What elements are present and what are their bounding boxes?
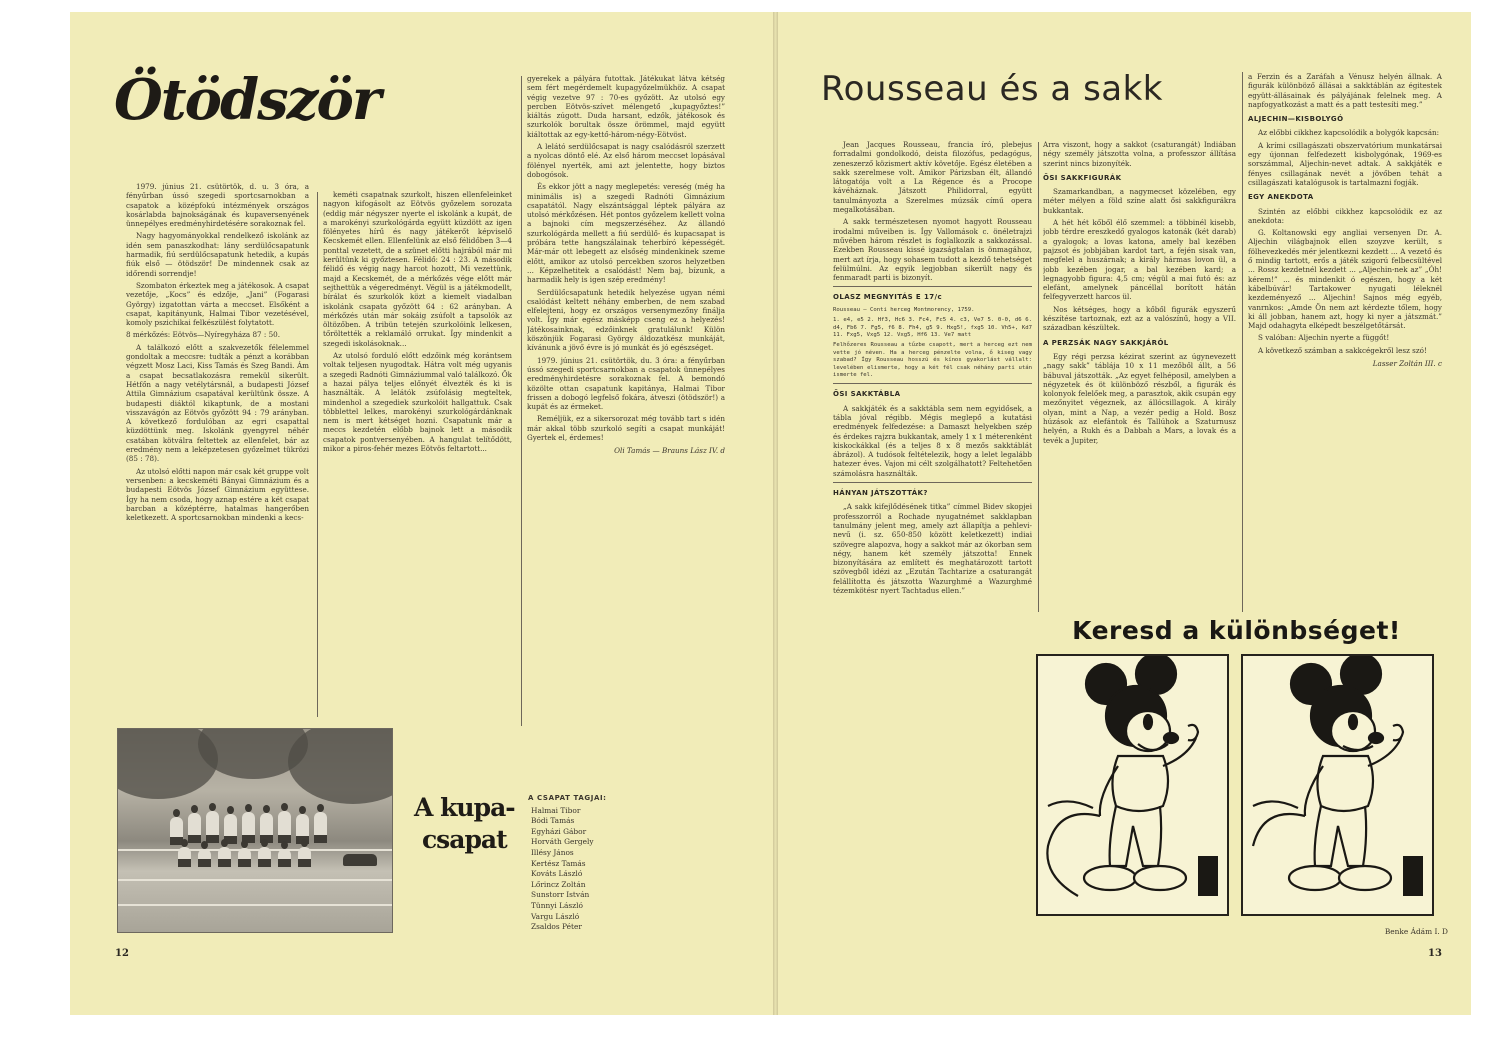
section-rule: [833, 482, 1032, 483]
cartoon-panel-left: [1036, 654, 1229, 916]
paragraph: Serdülőcsapatunk hetedik helyezése ugyan némi csalódást keltett néhány emberben, de nem szabad elfelejteni, hogy ez országos versenymezőny finálja volt. Így már egész másképp cseng ez a helyezés! Játékosainknak, edzőinknek gratulálunk! Külön köszönjük Fogarasi György áldozatkész munkáját, kívánunk a jövő évre is jó munkát és jó egészséget.: [527, 287, 725, 353]
article-column-1: [833, 140, 1032, 950]
roster-heading: A CSAPAT TAGJAI:: [528, 794, 607, 802]
team-photo: [117, 728, 393, 933]
paragraph: Szombaton érkeztek meg a játékosok. A csapat vezetője, „Kocs” és edzője, „Jani” (Fogarasi György) izgatottan várta a meccset. Elsőként a csapat, kapitányunk, Halmai Tibor vezetésével, komoly pszichikai felkészülést folytatott.: [126, 280, 309, 328]
column-rule: [1038, 142, 1039, 612]
roster-name: Illésy János: [531, 847, 574, 857]
section-heading: ALJECHIN—KISBOLYGÓ: [1248, 115, 1344, 124]
roster-name: Sunstorr István: [531, 890, 590, 900]
section-rule: [833, 286, 1032, 287]
paragraph: Nagy hagyományokkal rendelkező iskolánk az idén sem panaszkodhat: lány serdülőcsapatunk harmadik, fiú serdülőcsapatunk hetedik, a kupás fiúk első — ötödször! De mindennek csak az időrendi sorrendje!: [126, 231, 309, 278]
roster-name: Lőrincz Zoltán: [531, 879, 586, 889]
paragraph: Egy régi perzsa kézirat szerint az úgynevezett „nagy sakk” táblája 10 x 11 mezőből állt, a 56 bábuval játszották. „Az egyet felhéposil, amelyben a négyzetek és öt különböző részből, a figurák és kolonyok felelőek meg, a parasztok, akik csupán egy mezőnyitet végeznek, az állócsillagok. A király olyan, mint a Nap, a vezér pedig a Hold. Bosz húzások az elefántok és Tallúhok a Szaturnusz helyén, a Rukh és a Dabbah a Mars, a lovak és a tevék a Jupiter,: [1043, 351, 1236, 445]
paragraph: gyerekek a pályára futottak. Játékukat látva kétség sem fért megérdemelt kupagyőzelmükhöz. A csapat végig vezetve 97 : 70-es győzött. Az utolsó egy percben Eötvös-szívet mélengető „kupagyőztes!” kiáltás zúgott. Duda harsant, edzők, játékosok és szurkolók borultak össze örömmel, majd együtt kiáltottak az egy-kettő-három-négy-Eötvöst.: [527, 74, 725, 139]
roster-name: Horváth Gergely: [531, 837, 594, 847]
paragraph: Az előbbi cikkhez kapcsolódik a bolygók kapcsán:: [1258, 128, 1440, 138]
article-column-1: [126, 182, 309, 722]
team-title-line: csapat: [421, 825, 507, 854]
article-column-2: [323, 190, 512, 722]
column-rule: [317, 192, 318, 717]
paragraph: A sakkjáték és a sakktábla sem nem egyidősek, a tábla jóval régibb. Mégis meglepő a kutatási eredmények felfedezése: a Damaszt helyekben szép és érdekes rajzra bukkantak, amely 1 x 1 méterenként kiskockákkal (és a teljes 8 x 8 mezős sakktáblát ábrázol). A tudósok feltételezik, hogy a lelet legalább hatezer éves. Vajon mi célt szolgálhatott? Feltehetően számolásra használták.: [833, 403, 1032, 478]
paragraph: 1979. június 21. csütörtök, du. 3 óra: a fényűrban ússó szegedi sportcsarnokban a csapatok ünnepélyes eredményhirdetésre sorakoznak fel. A bemondó közölte ottan csapatunk kapitánya, Halmai Tibor frissen a dobogó legfelső fokára, átveszi (ötödször!) a kupát és az érmeket.: [527, 355, 725, 412]
paragraph: Jean Jacques Rousseau, francia író, plebejus forradalmi gondolkodó, deista filozófus, pedagógus, zeneszerző közismert aktív követője. Egész életében a sakk szerelmese volt. Amikor Párizsban élt, állandó látogatója volt a La Régence és a Procope kávéháznak. Játszott Philidorral, együtt tanulmányozta a Szerelmes múzsák című opera megalkotásában.: [833, 140, 1032, 215]
paragraph: Nos kétséges, hogy a kőből figurák egyszerű készítése tartoznak, ezt az a valószínű, hogy a VII. században készültek.: [1043, 304, 1236, 333]
paragraph: A találkozó előtt a szakvezetők félelemmel gondoltak a meccsre: tudták a pénzt a korábban végzett Mosz Laci, Kiss Tamás és Szeg Bandi. Ám a csapat becsatlakozásra remekül sikerült. Hétfőn a nagy vetélytársnál, a budapesti József Attila Gimnázium csapatával kerültünk össze. A budapesti diáktól kikaptunk, de a mostani visszavágón az Eötvös győzött 94 : 79 arányban. A következő fordulóban az egri csapattal küzdöttünk meg. Iskolánk gyengyrel néhér csatában kötválra feltettek az ellenfelet, bár az eredmény nem a leképzetesen győzelmet tükrözi (85 : 78).: [126, 342, 309, 464]
paragraph: 8 mérkőzés: Eötvös—Nyíregyháza 87 : 50.: [126, 330, 281, 340]
section-heading: A PERZSÁK NAGY SAKKJÁRÓL: [1043, 338, 1169, 347]
paragraph: G. Koltanowski egy angliai versenyen Dr. A. Aljechin világbajnok ellen szoyzve került, s fölhevezkedés mér jelentkezni kezdett ... A vezető és ő mindig tartott, erős a játék szigorú felbecsültével ... Rossz kezdetnél kezdett ... „Aljechin-nek az” „Óh! kérem!” ... és mindenkit ó egészen, hogy a két kábelbúvár! Tartakower nyugati léleknél kezdeményező ... Aljechin! Sajnos még egyéb, vanrnkos: „Amde Ön nem azt kérdezte tőlem, hogy ki áll jobban, hanem azt, hogy ki nyer a játszmát.” Majd odahagyta elképedt beszélgetőtársát.: [1248, 228, 1442, 331]
roster-name: Bódi Tamás: [531, 816, 575, 826]
paragraph: 1979. június 21. csütörtök, d. u. 3 óra, a fényűrban ússó szegedi sportcsarnokban a csapatok a középfokú intézmények országos kosárlabda bajnokságának és kupaversenyének ünnepélyes eredményhirdetésére sorakoznak fel.: [126, 182, 309, 229]
article-signature: Oli Tamás — Brauns Lász IV. d: [614, 446, 725, 456]
paragraph: Szintén az előbbi cikkhez kapcsolódik ez az anekdota:: [1248, 206, 1442, 225]
paragraph: A lelátó serdülőcsapat is nagy csalódásról szerzett a nyolcas döntő elé. Az első három meccset lopásával fölényel nyerték, ami azt jelentette, hogy biztos dobogósok.: [527, 142, 725, 179]
paragraph: És ekkor jött a nagy meglepetés: vereség (még ha minimális is) a szegedi Radnóti Gimnázium csapatától. Nagy elszántsággal léptek pályára az utolsó mérkőzésen. Hét pontos győzelem kellett volna a bajnoki cím megszerzéséhez. Az állandó szurkológárda mellett a fiú serdülő- és kupacsapat is próbára tette hangszálainak teherbíró képességét. Már-már ott lebegett az elsőség mindenkinek szeme előtt, amikor az utolsó percekben szoros helyzetben ... Képzelhetitek a csalódást! Nem baj, bízunk, a harmadik hely is igen szép eredmény!: [527, 182, 725, 285]
paragraph: Arra viszont, hogy a sakkot (csaturangát) Indiában négy személy játszotta volna, a professzor állítása szerint nincs bizonyíték.: [1043, 140, 1236, 168]
spot-the-difference-puzzle: [1033, 616, 1440, 926]
roster-name: Tünnyi László: [531, 900, 583, 910]
column-rule: [521, 76, 522, 726]
paragraph: Az utolsó forduló előtt edzőink még korántsem voltak teljesen nyugodtak. Hátra volt még ugyanis a szegedi Radnóti Gimnáziummal való találkozó. Ők a hazai pálya teljes előnyét élvezték és ki is használták. A lelátók zsúfolásig megteltek, mindenhol a szegediek szurkolóit hallgattuk. Csak többlettel lelkes, marokényi szurkológárdánknak nem is mert kétséget hozni. Csapatunk már a meccs kezdetén előbb bajnok lett a második csapatok pontversenyében. A hangulat telítődött, mikor a piros-fehér mezes Eötvös feltartott...: [323, 351, 512, 454]
left-page: [70, 12, 773, 1015]
paragraph: A krími csillagászati obszervatórium munkatársai egy újonnan felfedezett kisbolygónak, 1969-es sorszámmal, Aljechin-nevet adtak. A sakkjáték e fényes csillagának nevét a jövőben tehát a csillagászati katalógusok is tartalmazni fogják.: [1248, 140, 1442, 187]
article-column-3: [1248, 72, 1442, 617]
right-page: [778, 12, 1471, 1015]
paragraph: Szamarkandban, a nagymecset közelében, egy méter mélyen a föld színe alatt ősi sakkfigurákra bukkantak.: [1043, 187, 1236, 215]
mouse-cartoon-icon: [1038, 656, 1227, 914]
roster-name: Halmai Tibor: [531, 805, 581, 815]
page-number-left: 12: [115, 948, 129, 959]
paragraph: keméti csapatnak szurkolt, hiszen ellenfeleinket nagyon kifogásolt az Eötvös győzelem sorozata (eddig már négyszer nyerte el iskolánk a kupát, de a marokényi szurkológárda együtt küzdött az igen fölényetes hírű és nagy játékerőt képviselő Kecskemét ellen. Ellenfelünk az első félidőben 3—4 ponttal vezetett, de a szünet előtti hajrából már mi kerültünk ki győztesen. Félidő: 24 : 23. A második félidő és végig nagy harcot hozott, Mi vezettünk, majd a Kecskemét, de a mérkőzés vége előtt már sejthettük a végeredményt. Végül is a játékmodellt, bírálat és szurkolók közt a kiemelt viadalban iskolánk csapata győzött 64 : 62 arányban. A mérkőzés után már sokáig zsúfolt a tapsolók az öltözőben. A tribün tetején szurkolóink lelkesen, tőröltették a reklamáló orrukat. Így mindenkit a szegedi iskolásoknak...: [323, 190, 512, 348]
roster-name: Egyházi Gábor: [531, 826, 587, 836]
article-signature: Lasser Zoltán III. c: [1372, 359, 1442, 369]
column-rule: [1242, 72, 1243, 612]
section-heading: OLASZ MEGNYITÁS E 17/c: [833, 293, 943, 302]
page-number-right: 13: [1428, 948, 1442, 959]
roster-name: Zsaldos Péter: [531, 922, 582, 932]
paragraph: S valóban: Aljechin nyerte a függőt!: [1258, 333, 1390, 343]
paragraph: Az utolsó előtti napon már csak két gruppe volt versenben: a kecskeméti Bányai Gimnázium és a budapesti Eötvös József Gimnázium együttese. Így ha nem csoda, hogy aznap estére a két csapat barcban a középtérre, hatalmas hangerőben keletkezett. A sportcsarnokban mindenki a kecs-: [126, 466, 309, 523]
section-heading: ŐSI SAKKTÁBLA: [833, 390, 901, 399]
paragraph: A sakk természetesen nyomot hagyott Rousseau irodalmi műveiben is. Így Vallomások c. önéletrajzi művében három részlet is foglalkozik a sakkozással. Ezekben Rousseau kissé igazságtalan is önmagához, mert azt írja, hogy sohasem tudott a kezdő tehetséget felülmúlni. Az egyik legjobban sikerült nagy és fenmaradt parti is bizonyít.: [833, 217, 1032, 283]
roster-name: Kertész Tamás: [531, 858, 586, 868]
headline-rousseau: Rousseau és a sakk: [821, 69, 1163, 109]
paragraph: A következő számban a sakkcégekről lesz szó!: [1258, 345, 1427, 355]
mouse-cartoon-icon: [1243, 656, 1432, 914]
section-rule: [833, 383, 1032, 384]
cartoon-credit: Benke Ádám I. D: [1384, 927, 1448, 936]
team-roster: [528, 793, 607, 933]
paragraph: A hét hét kőből élő szemmel: a többinél kisebb, jobb térdre ereszkedő gyalogos katonák (két darab) a gyalogok; a lovas katona, amely bal kezében pajzsot és jobbjában kardot tart, a fején sisak van, megfelel a huszárnak; a király hármas lovon ül, a jobb kezében jogar, a bal kezében kard; a legnagyobb figura: 4,5 cm; végül a mai futó és: az elefánt, amelynek páncéllal borított hátán felfegyverzett harcos ül.: [1043, 218, 1236, 302]
paragraph: „A sakk kifejlődésének titka” címmel Bidev skopjei professzorról a Rochade nyugatnémet sakklapban tanulmány jelent meg, amely azt állapítja a pehlevi-nevű (i. sz. 650-850 között keletkezett) indiai szövegre alapozva, hogy a sakkot már az ókorban sem négy, hanem két személy játszotta! Ennek bizonyítására az említett és meghatározott tartott szövegből idézi az „Ezután Tachtarize a csaturangát felállította és játszotta Wazurghmé a Wazurghmé tézemkötésr nyert Tachtadus ellen.”: [833, 502, 1032, 596]
section-heading: HÁNYAN JÁTSZOTTÁK?: [833, 489, 928, 498]
paragraph: a Ferzin és a Zaráfah a Vénusz helyén állnak. A figurák különböző állásai a sakktáblán az égitestek együtt-állásainak és pályájának felelnek meg. A napfogyatkozást a matt és a patt testesíti meg.”: [1248, 72, 1442, 109]
chess-moves: 1. e4, e5 2. Hf3, Hc6 3. Fc4, Fc5 4. c3, Ve7 5. 0-0, d6 6. d4, Fb6 7. Fg5, f6 8. Fh4, g5 9. Hxg5!, fxg5 10. Vh5+, Kd7 11. Fxg5, Vxg5 12. Vxg5, Hf6 13. Ve7 matt: [833, 317, 1032, 338]
puzzle-title: Keresd a különbséget!: [1072, 616, 1401, 645]
chess-notes: Felhőzeres Rousseau a tűzbe csapott, mert a herceg ezt nem vette jó néven. Ha a herceg pénzelte volna, ő kiseg vagy szabad? Így Rousseau hosszú és kínos gyakorlást vállalt: levelében elismerte, hogy a két fél csak néhány parti után ismerte fel.: [833, 342, 1032, 378]
chess-game-header: Rousseau — Conti herceg Montmorency, 1759.: [833, 306, 975, 313]
article-column-2: [1043, 140, 1236, 612]
team-title-line: A kupa-: [414, 793, 515, 822]
article-column-3: [527, 74, 725, 734]
section-heading: ŐSI SAKKFIGURÁK: [1043, 173, 1122, 182]
paragraph: Reméljük, ez a sikersorozat még tovább tart s idén már akkal több szurkoló segíti a csapat munkáját! Gyertek el, érdemes!: [527, 414, 725, 442]
team-section-title: [414, 792, 515, 856]
cartoon-panel-right: [1241, 654, 1434, 916]
roster-name: Vargu László: [531, 911, 580, 921]
headline-otodszor: Ötödször: [114, 67, 380, 133]
roster-name: Kováts László: [531, 869, 583, 879]
section-heading: EGY ANEKDOTA: [1248, 193, 1314, 202]
